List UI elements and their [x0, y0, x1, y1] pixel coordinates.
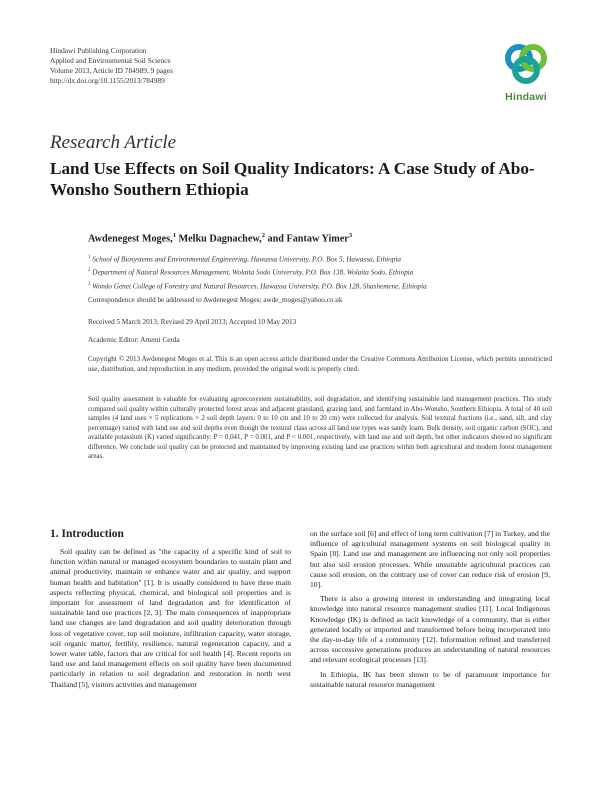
left-column — [50, 547, 291, 690]
affiliation-text: School of Biosystems and Environmental Engineering, Hawassa University, P.O. Box 5, Hawassa, Ethiopia — [92, 255, 401, 264]
author-list — [88, 232, 352, 244]
author-affiliation-marker: 2 — [261, 232, 265, 239]
paragraph: on the surface soil [6] and effect of long term cultivation [7] in Turkey, and the influence of agricultural management systems on soil biological quality in Spain [8]. Land use and management are influencing not only soil properties but also soil erosion processes. While unsuitable agricultural practices can cause soil erosion, on the contrary use of cover can reduce risk of erosion [9, 10]. — [310, 529, 550, 590]
author-affiliation-marker: 1 — [172, 232, 176, 239]
academic-editor: Academic Editor: Artemi Cerda — [88, 336, 180, 344]
affiliation — [88, 252, 558, 265]
author-affiliation-marker: 3 — [348, 232, 353, 239]
author-name: Awdenegest Moges, — [88, 233, 173, 245]
author-name: Melku Dagnachew, — [175, 233, 262, 245]
abstract: Soil quality assessment is valuable for evaluating agroecosystem sustainability, soil degradation, and identifying sustainable land management practices. This study compared soil quality within culturally protected forest areas and adjacent grassland, grazing land, and farmland in Abo-Wonsho, Southern Ethiopia. A total of 40 soil samples (4 land uses × 5 replications × 2 soil depth layers: 0 to 10 cm and 10 to 20 cm) were collected for analysis. Soil textural fractions (i.e., sand, silt, and clay percentage) varied with land use and soil depths even though the textural class across all land use types was sandy loam. Bulk density, soil organic carbon (SOC), and available potassium (K) varied significantly: P = 0.041, P = 0.001, and P < 0.001, respectively, with land use and soil depth, but other indicators showed no significant difference. We conclude soil quality can be protected and maintained by improving existing land use practices within both agricultural and modern forest management areas. — [88, 396, 552, 460]
right-column — [310, 529, 550, 690]
paragraph: In Ethiopia, IK has been shown to be of paramount importance for sustainable natural resource management — [310, 669, 550, 689]
doi-link[interactable]: http://dx.doi.org/10.1155/2013/784989 — [50, 76, 165, 85]
affiliation-marker: 2 — [88, 268, 91, 274]
article-title: Land Use Effects on Soil Quality Indicators: A Case Study of Abo-Wonsho Southern Ethiopia — [50, 159, 535, 199]
publication-info — [50, 46, 173, 86]
correspondence: Correspondence should be addressed to Awdenegest Moges; awde_moges@yahoo.co.uk — [88, 296, 343, 304]
affiliation-marker: 3 — [88, 281, 91, 287]
copyright-notice: Copyright © 2013 Awdenegest Moges et al. This is an open access article distributed under the Creative Commons Attribution License, which permits unrestricted use, distribution, and reproduction in any medium, provided the original work is properly cited. — [88, 355, 552, 373]
paragraph: Soil quality can be defined as "the capacity of a specific kind of soil to function within natural or managed ecosystem boundaries to sustain plant and animal productivity, maintain or enhance water and air quality, and support human health and habitation" [1]. It is usually considered to have three main aspects reflecting physical, chemical, and biological soil properties and is important for assessment of land degradation and for identification of sustainable land use practices [2, 3]. The main consequences of inappropriate land use changes are land degradation and soil quality deterioration through loss of vegetative cover, top soil moisture, infiltration capacity, water storage, soil organic matter, fertility, resilience, natural regeneration capacity, and a lower water table, factors that are critical for soil health [4]. Recent reports on land use and land management effects on soil quality have been documented particularly in relation to soil degradation and restoration in north west Thailand [5], visitors activities and management — [50, 547, 291, 689]
affiliation — [88, 265, 558, 278]
author-name: and Fantaw Yimer — [264, 233, 349, 245]
journal-name: Applied and Environmental Soil Science — [50, 56, 171, 65]
affiliation-text: Wondo Genet College of Forestry and Natural Resources, Hawassa University, P.O. Box 128, Shashemene, Ethiopia — [92, 282, 427, 291]
section-heading: 1. Introduction — [50, 528, 124, 540]
affiliation-text: Department of Natural Resources Management, Wolaita Sodo University, P.O. Box 138, Wolaita Sodo, Ethiopia — [92, 268, 414, 277]
volume-info: Volume 2013, Article ID 784989, 9 pages — [50, 66, 174, 75]
affiliation-list — [88, 252, 558, 292]
publisher-name: Hindawi Publishing Corporation — [50, 46, 147, 55]
paragraph: There is also a growing interest in understanding and integrating local knowledge into natural resource management studies [11]. Local Indigenous Knowledge (IK) is defined as tacit knowledge of a community, that is either generated locally or imported and transformed before being incorporated into the day-to-day life of a community [12]. Information refined and transferred across successive generations produces an understanding of natural resources and relevant ecological processes [13]. — [310, 594, 550, 665]
hindawi-logo-text: Hindawi — [505, 91, 547, 103]
article-type: Research Article — [50, 132, 177, 153]
affiliation-marker: 1 — [88, 255, 91, 260]
affiliation — [88, 279, 558, 292]
article-dates: Received 5 March 2013; Revised 29 April 2013; Accepted 10 May 2013 — [88, 318, 297, 326]
